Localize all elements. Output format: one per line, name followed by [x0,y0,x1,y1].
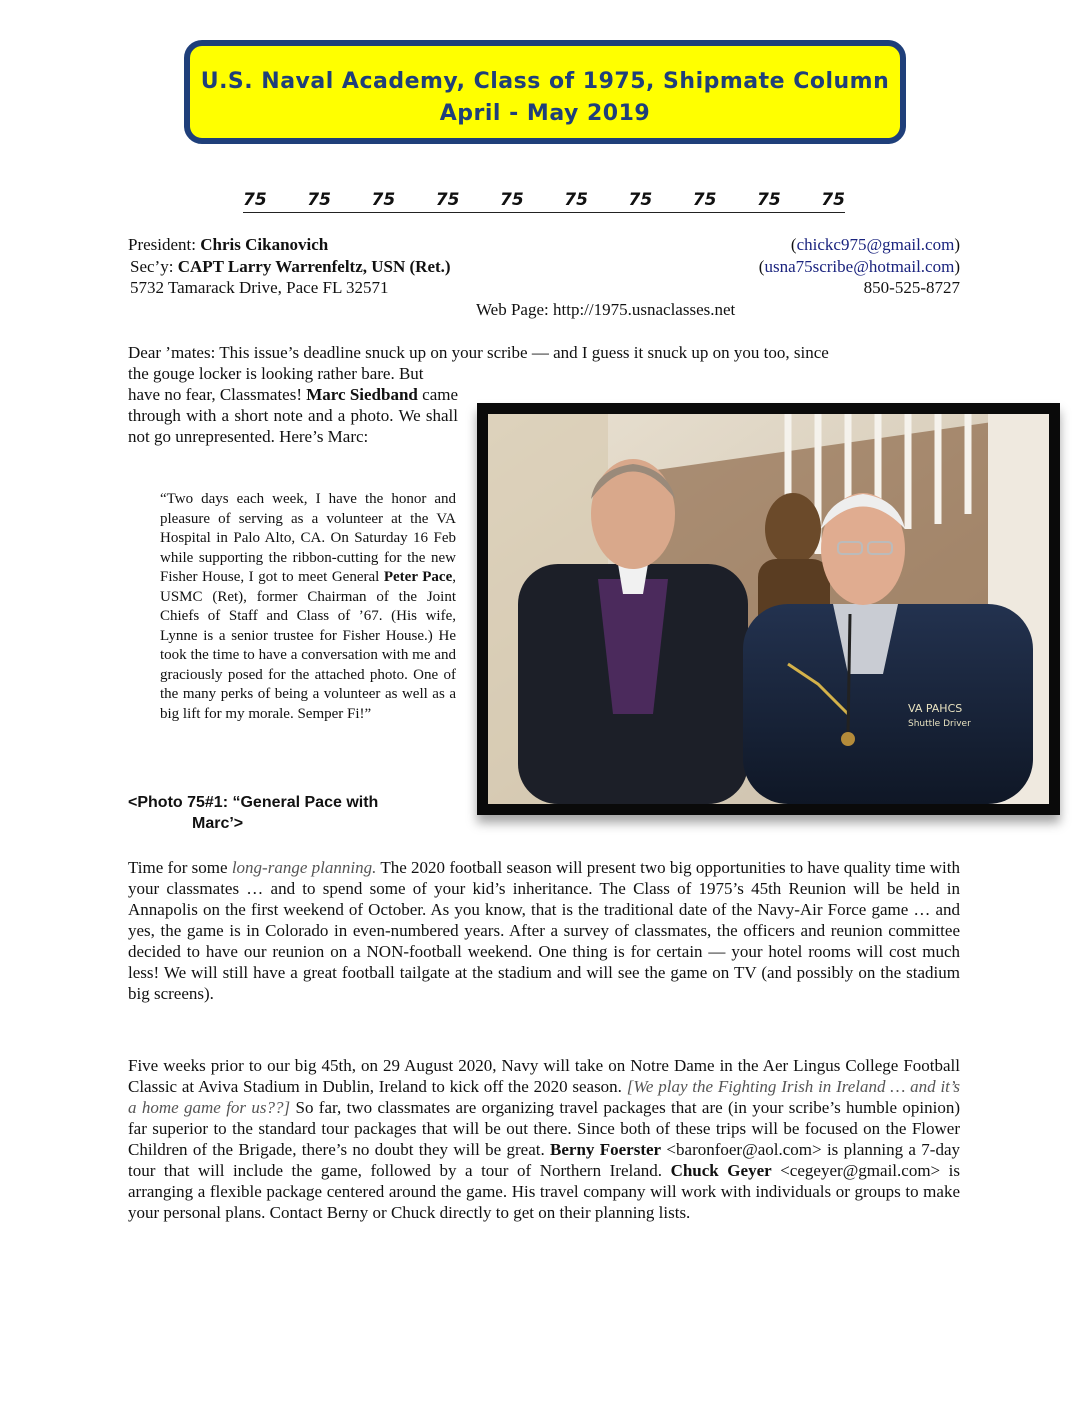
body-text: <cegeyer@gmail.com> is arranging a flexible package centered around the game. His travel company will work with individuals or groups to make your personal plans. Contact Berny or Chuck directly to get on their planning lists. [128,1161,961,1222]
classmate-name: Marc Siedband [306,385,418,404]
intro-line-2: the gouge locker is looking rather bare. But [128,364,424,383]
quote-text: “Two days each week, I have the honor and pleasure of serving as a volunteer at the VA Hospital in Palo Alto, CA. On Saturday 16 Feb while supporting the ribbon-cutting for the new Fisher House, I got to meet General [160,491,456,585]
body-text: Time for some [128,858,232,877]
president-label: President: [128,235,201,254]
divider-mark: 75 [692,190,717,210]
badge-text: VA PAHCS [908,702,963,715]
intro-line: Dear ’mates: This issue’s deadline snuck up on your scribe — and I guess it snuck up on you too, since [128,343,829,362]
secretary-label: Sec’y: [130,257,178,276]
reunion-paragraph [128,857,960,1004]
italic-aside: [We play the Fighting Irish in Ireland … and it’s a home game for us??] [128,1077,960,1117]
caption-line: Marc’> [192,815,244,832]
banner-title: U.S. Naval Academy, Class of 1975, Shipmate Column [200,69,890,94]
phone-number: 850-525-8727 [863,278,960,297]
mailing-address: 5732 Tamarack Drive, Pace FL 32571 [130,278,389,297]
president-row: President: Chris Cikanovich (chickc975@gmail.com) [128,235,960,254]
address-row [130,277,960,298]
intro-text: came through with a short note and a photo. We shall not go unrepresented. Here’s Marc: [128,385,459,446]
column-banner [184,40,906,144]
divider-mark: 75 [564,190,588,210]
general-name: Peter Pace [383,569,453,585]
divider-mark: 75 [757,190,781,210]
classmate-name: Berny Foerster [550,1140,662,1159]
classmate-name: Chuck Geyer [670,1161,772,1180]
photo-caption [128,792,428,834]
banner-date: April - May 2019 [439,101,651,126]
photo-general-pace-with-marc [477,403,1060,815]
secretary-email-link[interactable]: usna75scribe@hotmail.com [764,257,955,276]
marc-quote [160,490,456,724]
divider-mark: 75 [243,190,267,210]
divider-mark: 75 [435,190,460,210]
body-text: The 2020 football season will present two big opportunities to have quality time with your classmates … and to spend some of your kid’s inheritance. The Class of 1975’s 45th Reunion will be held in Annapolis on the first weekend of October. As you know, that is the traditional date of the Navy-Air Force game … and yes, the game is in Colorado in even-numbered years. After a survey of classmates, the officers and reunion committee decided to have our reunion on a NON-football weekend. One thing is for certain — your hotel rooms will cost much less! We will still have a great football tailgate at the stadium and will see the game on TV (and possibly on the stadium big screens). [128,858,960,1003]
president-name: Chris Cikanovich [200,235,329,254]
caption-line: <Photo 75#1: “General Pace with [128,794,379,811]
president-email-link[interactable]: chickc975@gmail.com [796,235,955,254]
divider-mark: 75 [821,190,845,210]
class-year-divider [243,190,845,213]
divider-mark: 75 [371,190,396,210]
dublin-paragraph [128,1055,960,1223]
body-text: <baronfoer@aol.com> is planning a 7-day tour that will include the game, followed by a tour of Northern Ireland. [128,1140,960,1180]
intro-column-text [128,384,458,447]
photo-illustration [488,414,1049,804]
divider-mark: 75 [628,190,653,210]
divider-mark: 75 [307,190,331,210]
intro-text: have no fear, Classmates! [128,385,307,404]
badge-text: Shuttle Driver [908,719,971,729]
divider-mark: 75 [500,190,524,210]
secretary-row: Sec’y: CAPT Larry Warrenfeltz, USN (Ret.) (usna75scribe@hotmail.com) [130,257,960,276]
web-page-link[interactable]: Web Page: http://1975.usnaclasses.net [476,300,736,319]
italic-phrase: long-range planning. [231,858,377,877]
body-text: So far, two classmates are organizing travel packages that are (in your scribe’s humble opinion) far superior to the standard tour packages that will be out there. Since both of these trips will be focused on the Flower Children of the Brigade, there’s no doubt they will be great. [128,1098,961,1159]
body-text: Five weeks prior to our big 45th, on 29 August 2020, Navy will take on Notre Dame in the Aer Lingus College Football Classic at Aviva Stadium in Dublin, Ireland to kick off the 2020 season. [128,1056,960,1096]
secretary-name: CAPT Larry Warrenfeltz, USN (Ret.) [177,257,451,276]
quote-text: , USMC (Ret), former Chairman of the Joint Chiefs of Staff and Class of ’67. (His wife, Lynne is a senior trustee for Fisher House.) He took the time to have a conversation with me and graciously posed for the attached photo. One of the many perks of being a volunteer as well as a big lift for my morale. Semper Fi!” [160,569,456,722]
